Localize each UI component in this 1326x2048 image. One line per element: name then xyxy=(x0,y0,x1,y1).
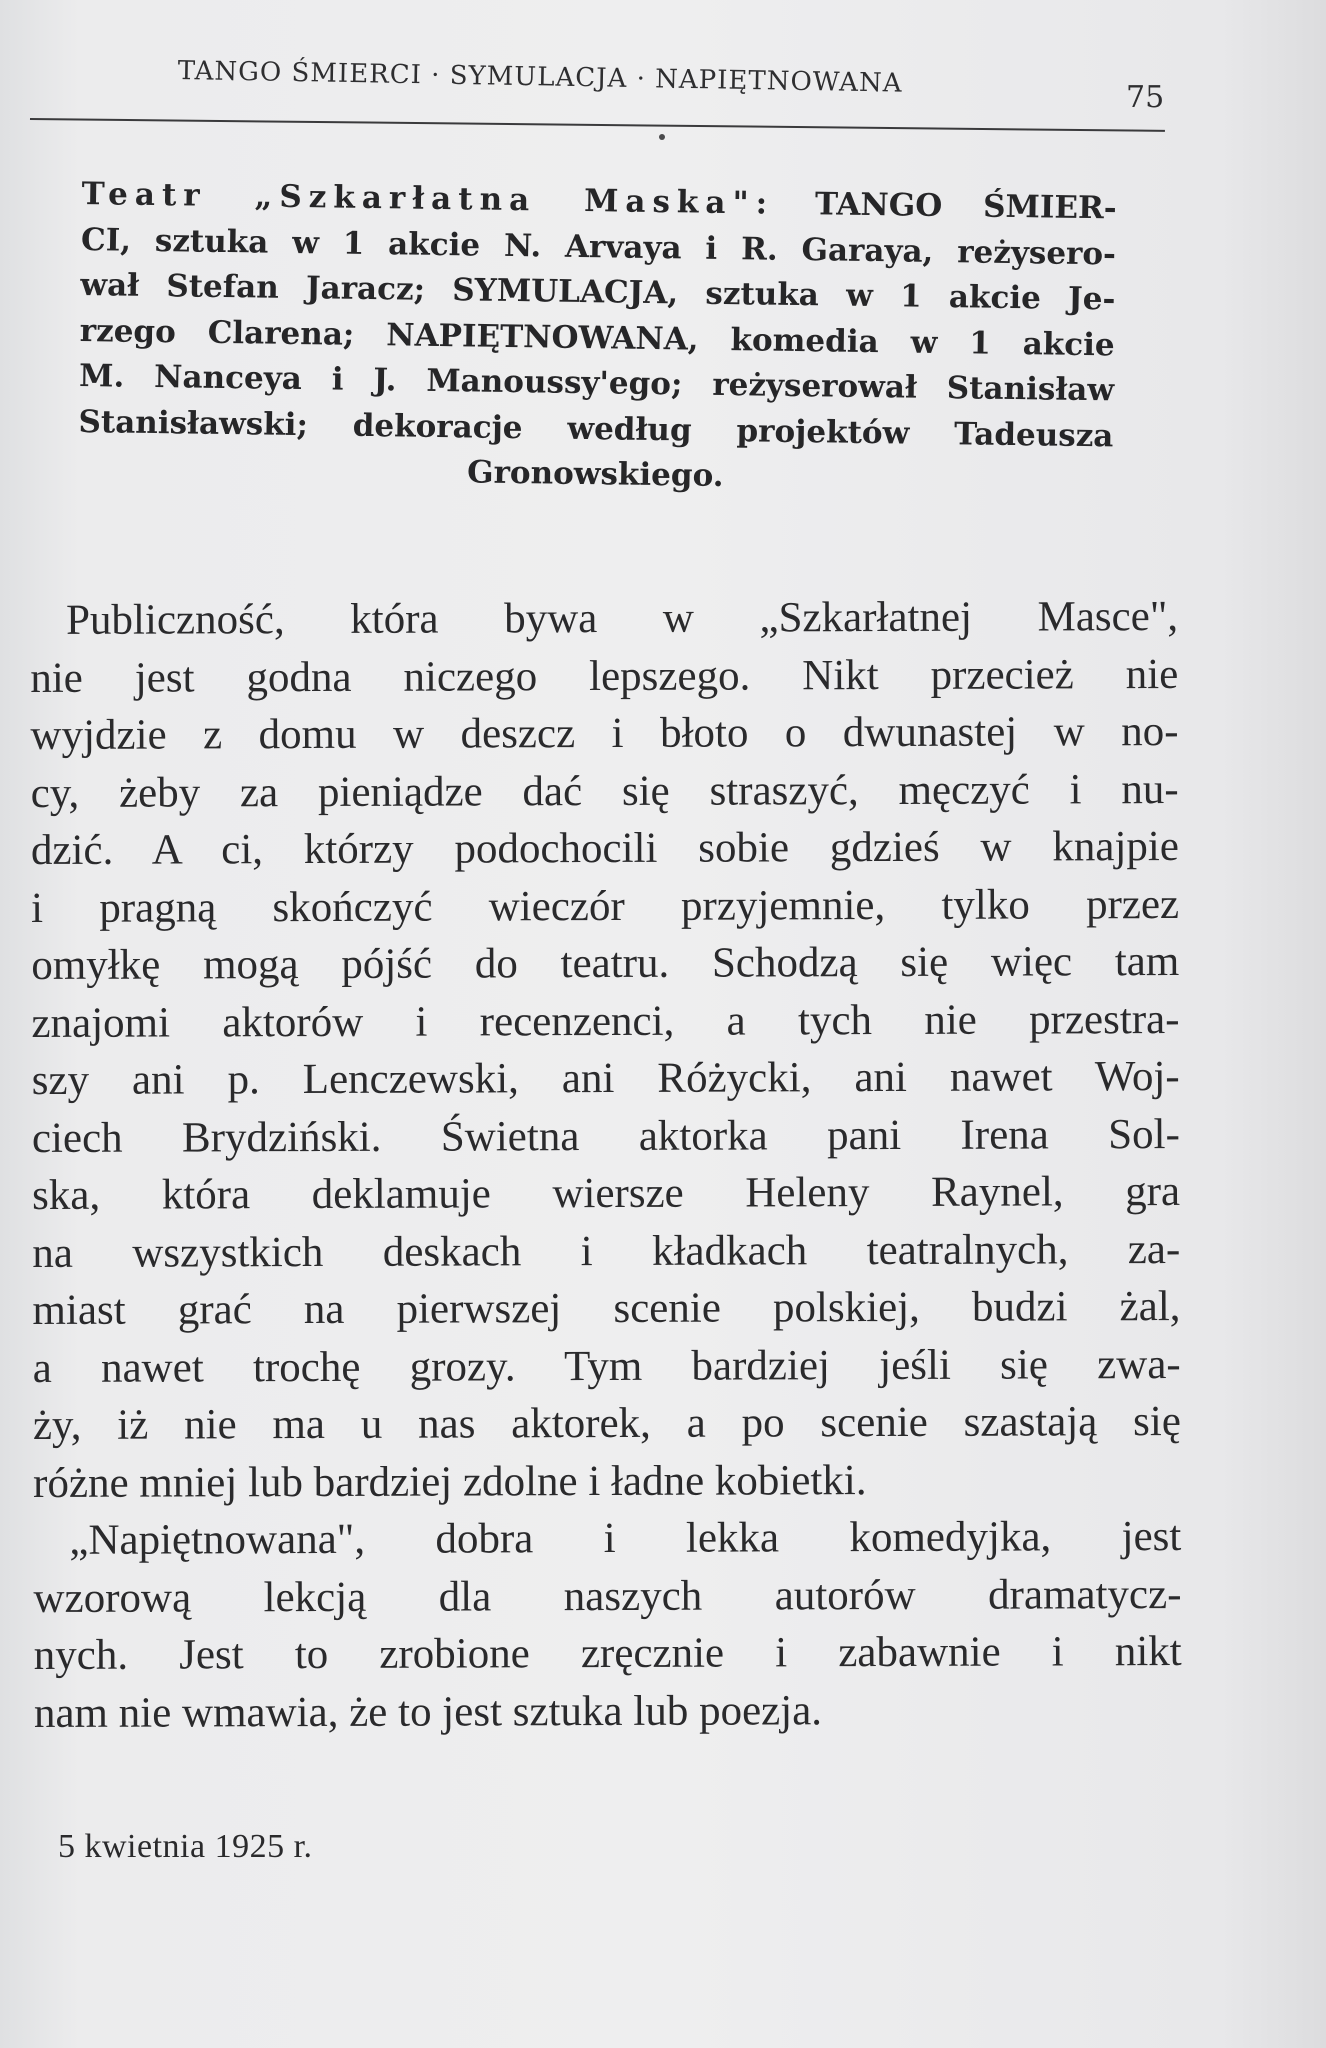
credits-line: rzego Clarena; NAPIĘTNOWANA, komedia w 1 akcie xyxy=(79,312,1115,363)
review-body xyxy=(30,588,1182,1742)
body-line: szy ani p. Lenczewski, ani Różycki, ani nawet Woj- xyxy=(31,1052,1180,1104)
body-line: wzorową lekcją dla naszych autorów dramatycz- xyxy=(33,1570,1182,1622)
production-credits xyxy=(78,172,1117,505)
body-line: nych. Jest to zrobione zręcznie i zabawnie i nikt xyxy=(33,1627,1182,1679)
body-line: a nawet trochę grozy. Tym bardziej jeśli się zwa- xyxy=(32,1340,1181,1392)
body-line: różne mniej lub bardziej zdolne i ładne kobietki. xyxy=(33,1456,867,1507)
credits-line: Gronowskiego. xyxy=(466,454,724,494)
body-line: nam nie wmawia, że to jest sztuka lub poezja. xyxy=(33,1686,823,1737)
body-line: i pragną skończyć wieczór przyjemnie, tylko przez xyxy=(31,880,1180,932)
body-line: ska, która deklamuje wiersze Heleny Raynel, gra xyxy=(32,1167,1181,1219)
body-line: ży, iż nie ma u nas aktorek, a po scenie szastają się xyxy=(32,1397,1181,1449)
body-line: dzić. A ci, którzy podochocili sobie gdzieś w knajpie xyxy=(30,822,1179,874)
page-number: 75 xyxy=(1126,80,1165,115)
body-line: nie jest godna niczego lepszego. Nikt przecież nie xyxy=(30,650,1179,702)
running-header: TANGO ŚMIERCI · SYMULACJA · NAPIĘTNOWANA xyxy=(177,56,903,99)
header-rule xyxy=(30,118,1165,132)
theatre-name: Teatr „Szkarłatna Maska": xyxy=(81,175,775,222)
body-line: ciech Brydziński. Świetna aktorka pani Irena Sol- xyxy=(31,1110,1180,1162)
credits-line: M. Nanceya i J. Manoussy'ego; reżyserował Stanisław xyxy=(78,357,1115,409)
body-line: „Napiętnowana", dobra i lekka komedyjka, jest xyxy=(69,1512,1182,1564)
credits-line: Stanisławski; dekoracje według projektów Tadeusza xyxy=(78,403,1114,454)
body-line: wyjdzie z domu w deszcz i błoto o dwunastej w no- xyxy=(30,707,1179,759)
credits-line-text: TANGO ŚMIER- xyxy=(814,186,1117,227)
credits-line: wał Stefan Jaracz; SYMULACJA, sztuka w 1 akcie Je- xyxy=(80,266,1116,318)
ornament-dot xyxy=(659,134,665,140)
body-line: Publiczność, która bywa w „Szkarłatnej Masce", xyxy=(66,592,1179,644)
body-line: omyłkę mogą pójść do teatru. Schodzą się więc tam xyxy=(31,937,1180,989)
body-line: cy, żeby za pieniądze dać się straszyć, męczyć i nu- xyxy=(30,765,1179,817)
publication-date: 5 kwietnia 1925 r. xyxy=(58,1828,313,1865)
body-line: znajomi aktorów i recenzenci, a tych nie przestra- xyxy=(31,995,1180,1047)
body-line: na wszystkich deskach i kładkach teatralnych, za- xyxy=(32,1225,1181,1277)
credits-line: CI, sztuka w 1 akcie N. Arvaya i R. Garaya, reżysero- xyxy=(80,221,1117,272)
body-line: miast grać na pierwszej scenie polskiej, budzi żal, xyxy=(32,1282,1181,1334)
